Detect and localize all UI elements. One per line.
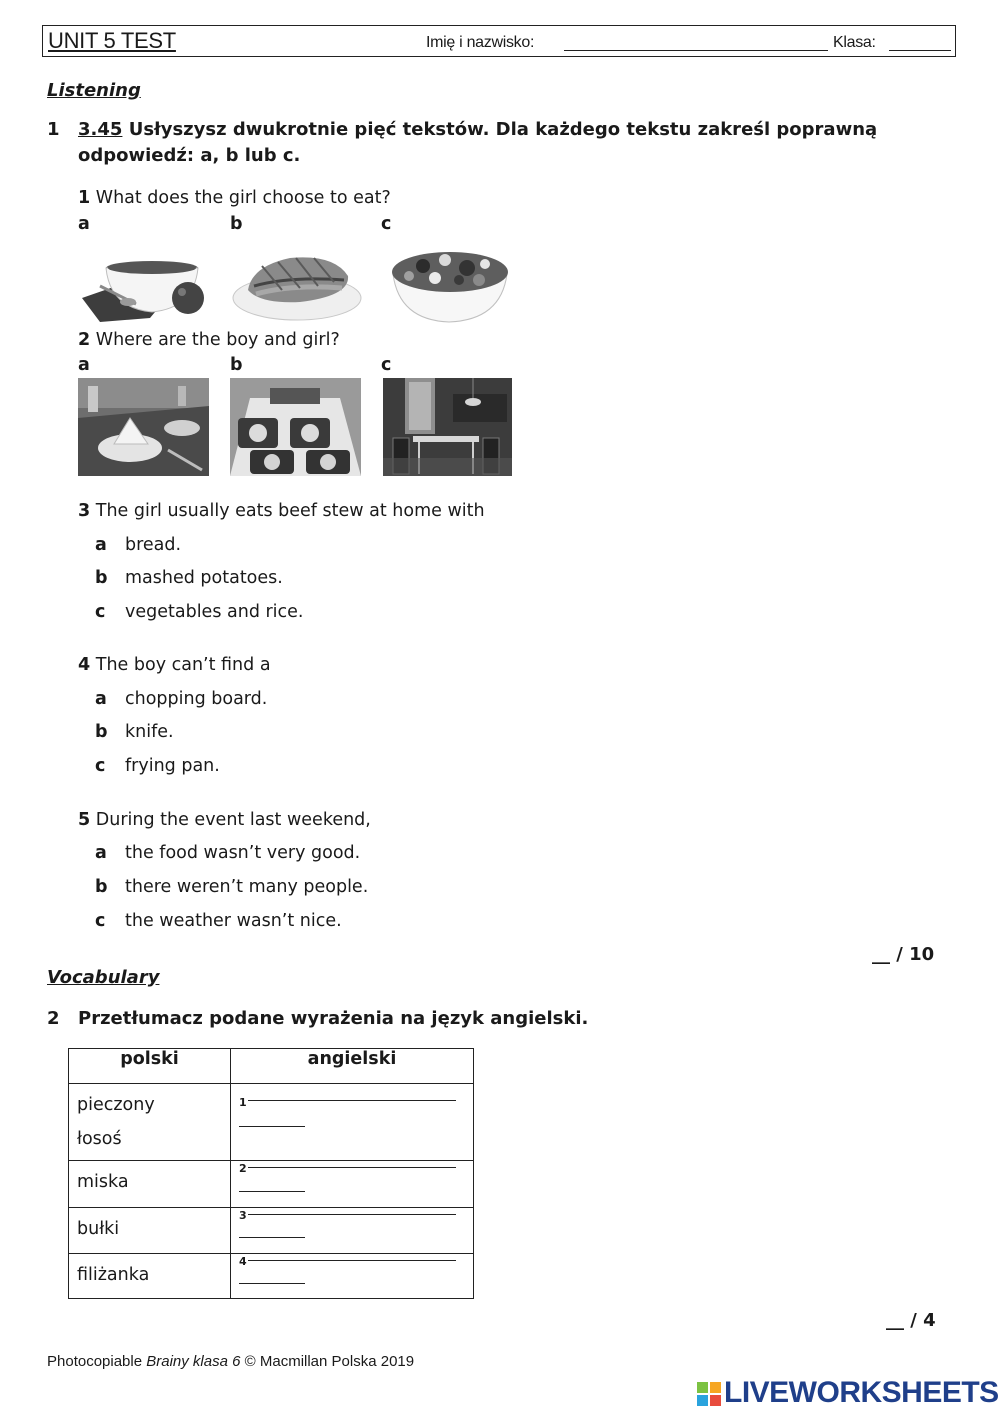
task-instruction: Przetłumacz podane wyrażenia na język angielski.	[78, 1008, 589, 1029]
question-1	[78, 188, 391, 208]
liveworksheets-watermark: LIVEWORKSHEETS	[724, 1376, 999, 1409]
option-letter[interactable]: c	[95, 602, 106, 622]
answer-line[interactable]	[239, 1126, 305, 1127]
option-letter[interactable]: c	[95, 756, 106, 776]
class-label: Klasa:	[833, 34, 876, 51]
table-row	[69, 1161, 474, 1208]
vocabulary-table	[68, 1048, 474, 1299]
instruction-line1: Usłyszysz dwukrotnie pięć tekstów. Dla każdego tekstu zakreśl poprawną	[128, 119, 878, 140]
question-text: The boy can’t find a	[95, 655, 271, 675]
unit-title: UNIT 5 TEST	[48, 28, 176, 53]
option-letter[interactable]: a	[95, 535, 107, 555]
question-2	[78, 330, 340, 350]
question-number: 3	[78, 501, 91, 521]
answer-line[interactable]	[248, 1167, 456, 1168]
table-row	[69, 1208, 474, 1254]
restaurant-photo[interactable]	[78, 378, 209, 476]
task-number: 1	[47, 119, 60, 140]
table-row	[69, 1254, 474, 1299]
option-letter[interactable]: c	[95, 911, 106, 931]
option-letter[interactable]: a	[95, 843, 107, 863]
question-number: 5	[78, 810, 91, 830]
question-3	[78, 501, 485, 521]
image-letter-c[interactable]: c	[381, 355, 392, 375]
option-text: vegetables and rice.	[125, 602, 304, 622]
option-text: the weather wasn’t nice.	[125, 911, 342, 931]
column-header-polski: polski	[69, 1049, 231, 1084]
polish-word: pieczony łosoś	[69, 1084, 231, 1161]
image-letter-b[interactable]: b	[230, 355, 243, 375]
liveworksheets-logo-icon	[697, 1382, 721, 1406]
option-letter[interactable]: b	[95, 877, 108, 897]
polish-word: bułki	[69, 1208, 231, 1254]
image-letter-a[interactable]: a	[78, 214, 90, 234]
polish-word: filiżanka	[69, 1254, 231, 1299]
image-letter-b[interactable]: b	[230, 214, 243, 234]
table-row	[69, 1084, 474, 1161]
image-letter-c[interactable]: c	[381, 214, 392, 234]
answer-cell[interactable]: 2	[231, 1161, 474, 1208]
salad-photo[interactable]	[383, 236, 517, 326]
answer-line[interactable]	[239, 1283, 305, 1284]
sandwich-photo[interactable]	[230, 236, 364, 326]
answer-cell[interactable]: 1	[231, 1084, 474, 1161]
option-text: knife.	[125, 722, 174, 742]
instruction-line2: odpowiedź: a, b lub c.	[78, 145, 301, 166]
question-text: What does the girl choose to eat?	[95, 188, 391, 208]
option-text: the food wasn’t very good.	[125, 843, 361, 863]
question-number: 1	[78, 188, 91, 208]
task-number: 2	[47, 1008, 60, 1029]
option-text: frying pan.	[125, 756, 220, 776]
answer-cell[interactable]: 3	[231, 1208, 474, 1254]
test-header	[42, 25, 956, 57]
answer-line[interactable]	[248, 1260, 456, 1261]
canteen-photo[interactable]	[230, 378, 361, 476]
vocabulary-score: __ / 4	[886, 1310, 936, 1331]
copyright-footer: Photocopiable Brainy klasa 6 © Macmillan Polska 2019	[47, 1353, 415, 1370]
name-field[interactable]	[564, 50, 828, 51]
question-text: Where are the boy and girl?	[95, 330, 340, 350]
option-text: chopping board.	[125, 689, 268, 709]
question-number: 4	[78, 655, 91, 675]
option-letter[interactable]: b	[95, 568, 108, 588]
column-header-angielski: angielski	[231, 1049, 474, 1084]
option-letter[interactable]: b	[95, 722, 108, 742]
question-number: 2	[78, 330, 91, 350]
image-letter-a[interactable]: a	[78, 355, 90, 375]
polish-word: miska	[69, 1161, 231, 1208]
class-field[interactable]	[889, 50, 951, 51]
answer-line[interactable]	[248, 1100, 456, 1101]
option-text: there weren’t many people.	[125, 877, 369, 897]
question-4	[78, 655, 271, 675]
section-title-listening: Listening	[47, 80, 141, 101]
section-title-vocabulary: Vocabulary	[47, 967, 160, 988]
kitchen-photo[interactable]	[383, 378, 512, 476]
question-text: The girl usually eats beef stew at home with	[95, 501, 485, 521]
question-5	[78, 810, 371, 830]
answer-line[interactable]	[239, 1237, 305, 1238]
question-text: During the event last weekend,	[95, 810, 371, 830]
option-text: bread.	[125, 535, 182, 555]
task-instruction	[78, 117, 877, 169]
soup-photo[interactable]	[78, 236, 212, 326]
listening-score: __ / 10	[872, 944, 935, 965]
track-number: 3.45	[78, 119, 123, 140]
name-label: Imię i nazwisko:	[426, 34, 535, 51]
option-text: mashed potatoes.	[125, 568, 283, 588]
answer-cell[interactable]: 4	[231, 1254, 474, 1299]
option-letter[interactable]: a	[95, 689, 107, 709]
answer-line[interactable]	[239, 1191, 305, 1192]
answer-line[interactable]	[248, 1214, 456, 1215]
